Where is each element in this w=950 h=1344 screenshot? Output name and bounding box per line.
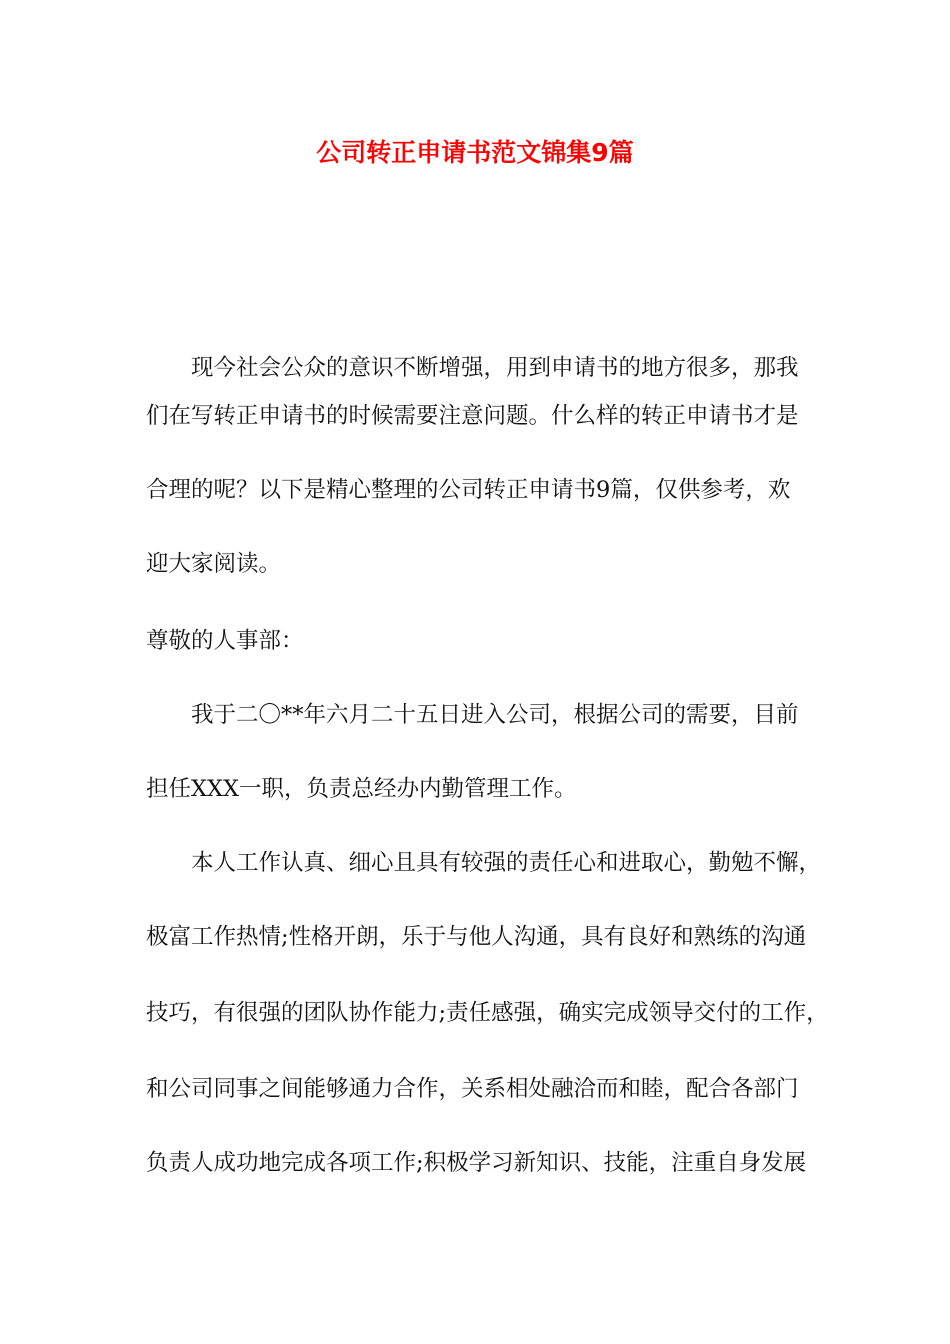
paragraph-line: 负责人成功地完成各项工作;积极学习新知识、技能，注重自身发展 bbox=[146, 1150, 807, 1176]
paragraph-line: 本人工作认真、细心且具有较强的责任心和进取心，勤勉不懈， bbox=[191, 850, 822, 876]
paragraph-line: 极富工作热情;性格开朗，乐于与他人沟通，具有良好和熟练的沟通 bbox=[146, 924, 807, 950]
paragraph-line: 现今社会公众的意识不断增强，用到申请书的地方很多，那我 bbox=[191, 355, 799, 381]
paragraph-line: 和公司同事之间能够通力合作，关系相处融洽而和睦，配合各部门 bbox=[146, 1076, 799, 1102]
paragraph-line: 们在写转正申请书的时候需要注意问题。什么样的转正申请书才是 bbox=[146, 403, 799, 429]
paragraph-line: 担任XXX一职，负责总经办内勤管理工作。 bbox=[146, 776, 577, 802]
paragraph-line: 合理的呢？以下是精心整理的公司转正申请书9篇，仅供参考，欢 bbox=[146, 477, 791, 503]
paragraph-line: 迎大家阅读。 bbox=[146, 551, 282, 577]
paragraph-line: 技巧，有很强的团队协作能力;责任感强，确实完成领导交付的工作， bbox=[146, 1000, 829, 1026]
salutation: 尊敬的人事部： bbox=[146, 628, 304, 654]
paragraph-line: 我于二〇**年六月二十五日进入公司，根据公司的需要，目前 bbox=[191, 702, 799, 728]
document-title: 公司转正申请书范文锦集9篇 bbox=[316, 138, 634, 167]
